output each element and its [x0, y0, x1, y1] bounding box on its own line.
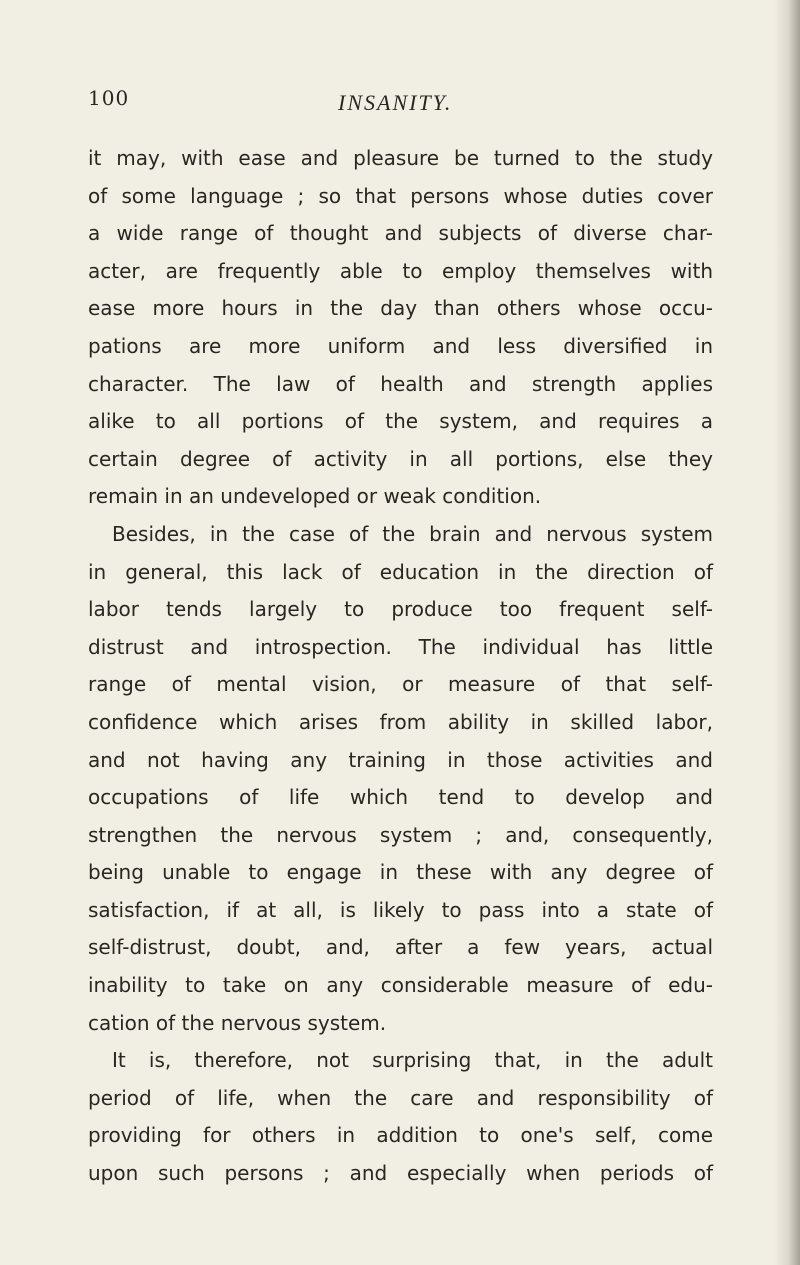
- text-line: strengthen the nervous system ; and, consequently,: [88, 822, 713, 847]
- text-line: pations are more uniform and less diversified in: [88, 333, 713, 358]
- text-line: ease more hours in the day than others whose occu-: [88, 296, 713, 321]
- text-line: it may, with ease and pleasure be turned to the study: [88, 146, 713, 170]
- body-text: [88, 140, 713, 1193]
- text-line: alike to all portions of the system, and requires a: [88, 409, 713, 434]
- text-line: a wide range of thought and subjects of diverse char-: [88, 221, 713, 246]
- text-line: inability to take on any considerable measure of edu-: [88, 973, 713, 998]
- text-line: satisfaction, if at all, is likely to pass into a state of: [88, 897, 713, 922]
- text-line: acter, are frequently able to employ themselves with: [88, 258, 713, 283]
- text-line: confidence which arises from ability in skilled labor,: [88, 709, 713, 734]
- page-edge-shadow: [774, 0, 800, 1265]
- text-line: cation of the nervous system.: [88, 1010, 387, 1035]
- text-line: self-distrust, doubt, and, after a few years, actual: [88, 935, 713, 960]
- page-header: [88, 86, 728, 126]
- text-line: in general, this lack of education in the direction of: [88, 559, 713, 584]
- text-line: labor tends largely to produce too frequent self-: [88, 597, 713, 622]
- text-line: upon such persons ; and especially when periods of: [88, 1161, 713, 1186]
- running-title: INSANITY.: [338, 90, 453, 115]
- text-line: being unable to engage in these with any degree of: [88, 860, 713, 885]
- text-line: Besides, in the case of the brain and nervous system: [112, 521, 713, 546]
- text-line: occupations of life which tend to develop and: [88, 785, 713, 810]
- text-line: range of mental vision, or measure of that self-: [88, 672, 713, 697]
- text-line: remain in an undeveloped or weak condition.: [88, 484, 542, 509]
- text-line: character. The law of health and strength applies: [88, 371, 713, 396]
- text-line: certain degree of activity in all portions, else they: [88, 446, 713, 471]
- text-line: providing for others in addition to one's self, come: [88, 1123, 713, 1148]
- page-number: 100: [88, 86, 130, 110]
- text-line: distrust and introspection. The individual has little: [88, 634, 713, 659]
- text-line: of some language ; so that persons whose duties cover: [88, 183, 713, 208]
- text-line: It is, therefore, not surprising that, in the adult: [112, 1048, 713, 1073]
- text-line: and not having any training in those activities and: [88, 747, 713, 772]
- text-line: period of life, when the care and responsibility of: [88, 1085, 713, 1110]
